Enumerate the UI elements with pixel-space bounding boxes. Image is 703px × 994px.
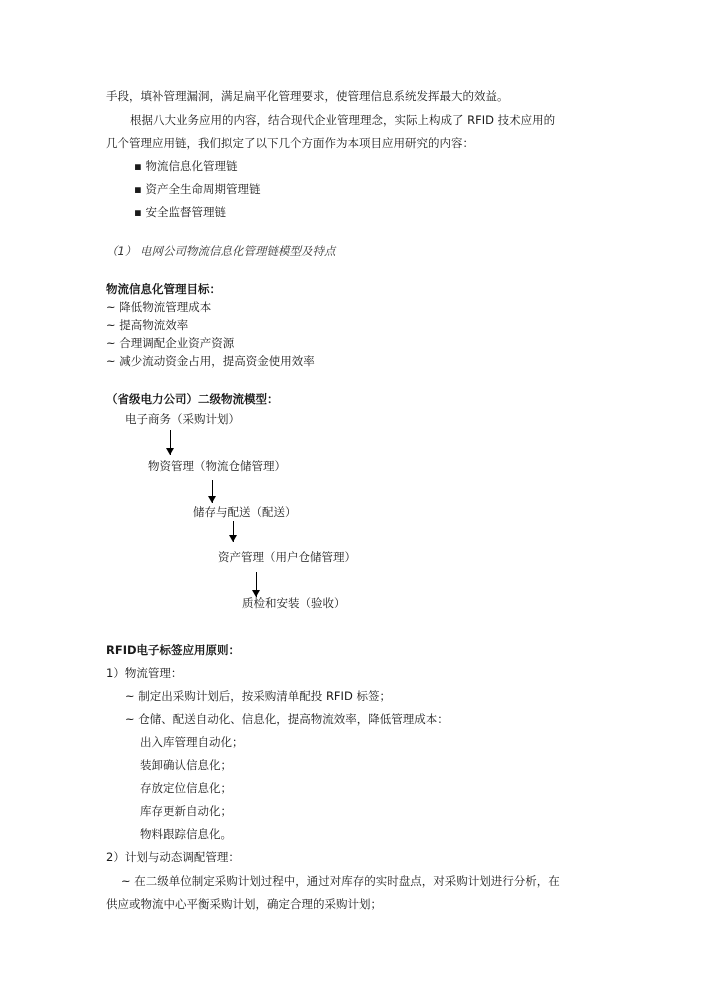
goal-item: ~ 合理调配企业资产资源 bbox=[106, 336, 235, 350]
goals-title: 物流信息化管理目标： bbox=[106, 282, 221, 296]
bullet-item: ▪ 物流信息化管理链 bbox=[134, 159, 238, 173]
flow-step: 储存与配送（配送） bbox=[193, 505, 297, 519]
down-arrow-icon bbox=[208, 480, 217, 503]
flow-step: 电子商务（采购计划） bbox=[125, 412, 240, 426]
rfid-subitem: 出入库管理自动化； bbox=[140, 735, 244, 749]
rfid-subitem: 装卸确认信息化； bbox=[140, 758, 232, 772]
rfid-section-2-title: 2）计划与动态调配管理： bbox=[106, 850, 240, 864]
goal-item: ~ 提高物流效率 bbox=[106, 318, 189, 332]
rfid-section-1-title: 1）物流管理： bbox=[106, 666, 183, 680]
down-arrow-icon bbox=[252, 572, 261, 597]
flow-step: 资产管理（用户仓储管理） bbox=[218, 550, 356, 564]
flow-step: 质检和安装（验收） bbox=[242, 596, 346, 610]
goal-item: ~ 降低物流管理成本 bbox=[106, 300, 212, 314]
rfid-subitem: 库存更新自动化； bbox=[140, 804, 232, 818]
intro-line-2: 根据八大业务应用的内容，结合现代企业管理理念，实际上构成了 RFID 技术应用的 bbox=[130, 113, 556, 127]
model-title: （省级电力公司）二级物流模型： bbox=[106, 392, 279, 406]
rfid-subitem: 存放定位信息化； bbox=[140, 781, 232, 795]
bullet-item: ▪ 资产全生命周期管理链 bbox=[134, 182, 261, 196]
down-arrow-icon bbox=[229, 521, 238, 542]
rfid-paragraph-line: 供应或物流中心平衡采购计划，确定合理的采购计划； bbox=[106, 897, 382, 911]
flow-step: 物资管理（物流仓储管理） bbox=[148, 459, 286, 473]
section-heading: （1） 电网公司物流信息化管理链模型及特点 bbox=[106, 244, 336, 258]
rfid-subitem: 物料跟踪信息化。 bbox=[140, 827, 232, 841]
bullet-item: ▪ 安全监督管理链 bbox=[134, 205, 226, 219]
rfid-item: ~ 制定出采购计划后，按采购清单配投 RFID 标签； bbox=[125, 689, 391, 703]
rfid-title: RFID电子标签应用原则： bbox=[106, 643, 241, 657]
rfid-paragraph-line: ~ 在二级单位制定采购计划过程中，通过对库存的实时盘点，对采购计划进行分析，在 bbox=[121, 874, 560, 888]
intro-line-3: 几个管理应用链，我们拟定了以下几个方面作为本项目应用研究的内容： bbox=[106, 136, 474, 150]
rfid-item: ~ 仓储、配送自动化、信息化，提高物流效率，降低管理成本： bbox=[125, 712, 449, 726]
goal-item: ~ 减少流动资金占用，提高资金使用效率 bbox=[106, 354, 315, 368]
intro-line-1: 手段，填补管理漏洞，满足扁平化管理要求，使管理信息系统发挥最大的效益。 bbox=[106, 89, 509, 103]
down-arrow-icon bbox=[166, 430, 175, 455]
